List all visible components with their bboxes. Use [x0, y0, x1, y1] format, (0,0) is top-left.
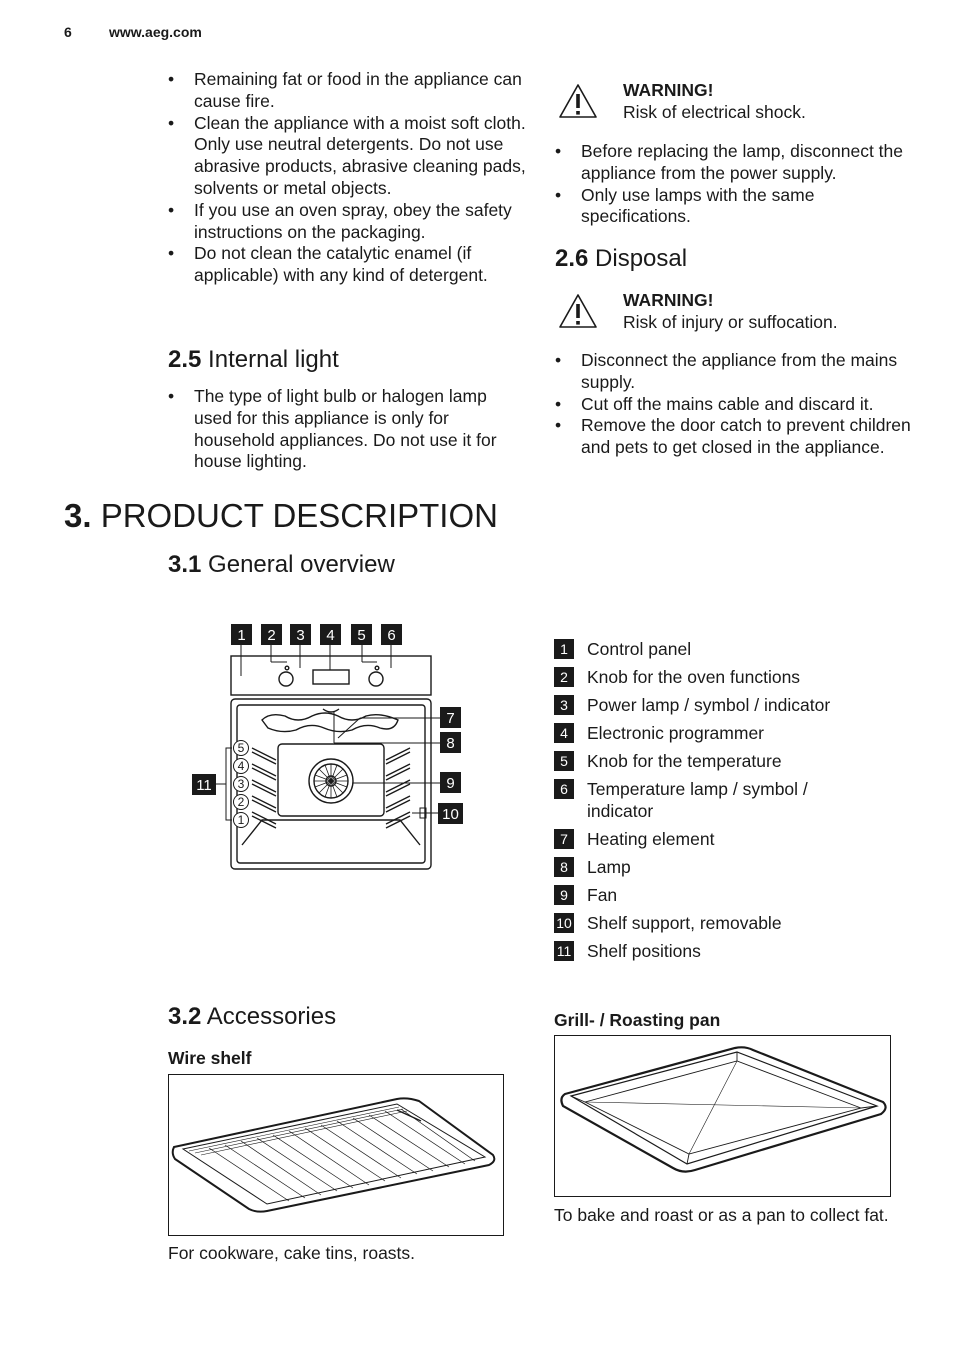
warning-text: Risk of electrical shock. — [623, 102, 806, 122]
section-title: Disposal — [595, 245, 688, 272]
section-number: 2.5 — [168, 346, 202, 373]
item-label: Lamp — [587, 857, 631, 877]
shelf-position-label: 4 — [237, 759, 245, 773]
roasting-pan-title: Grill- / Roasting pan — [554, 1010, 721, 1030]
callout-2: 2 — [267, 627, 276, 644]
warning-triangle-icon — [558, 83, 598, 119]
wire-shelf-image-frame — [168, 1074, 504, 1236]
item-label: Heating element — [587, 829, 715, 849]
page-number: 6 — [64, 24, 72, 40]
warning-title: WARNING! — [623, 80, 714, 100]
item-number: 5 — [554, 751, 574, 771]
item-number: 6 — [554, 779, 574, 799]
internal-light-bullet-list — [168, 386, 526, 473]
chapter-title: PRODUCT DESCRIPTION — [100, 497, 498, 534]
callout-6: 6 — [387, 627, 396, 644]
roasting-pan-caption: To bake and roast or as a pan to collect fat. — [554, 1205, 889, 1225]
item-label: Shelf positions — [587, 941, 701, 961]
roasting-pan-image — [555, 1036, 890, 1196]
section-title: Internal light — [208, 346, 339, 373]
lamp-bullet-list — [555, 141, 915, 228]
section-3-1-heading — [168, 550, 395, 580]
item-label: Fan — [587, 885, 618, 905]
chapter-number: 3. — [64, 497, 92, 534]
section-number: 3.2 — [168, 1003, 202, 1030]
item-label: Electronic programmer — [587, 723, 764, 743]
shelf-position-label: 5 — [237, 741, 245, 755]
disposal-bullet-list — [555, 350, 915, 459]
section-number: 2.6 — [555, 245, 589, 272]
wire-shelf-image — [169, 1075, 503, 1235]
callout-9: 9 — [446, 775, 455, 792]
wire-shelf-caption: For cookware, cake tins, roasts. — [168, 1243, 416, 1263]
list-item: • Clean the appliance with a moist soft cloth. Only use neutral detergents. Do not use abrasive products, abrasive cleaning pads, solvents or metal objects. — [168, 113, 526, 200]
item-number: 1 — [554, 639, 574, 659]
item-number: 8 — [554, 857, 574, 877]
list-item: • Cut off the mains cable and discard it. — [555, 394, 915, 416]
section-title: General overview — [208, 551, 395, 578]
item-label: Control panel — [587, 639, 692, 659]
item-label: Shelf support, removable — [587, 913, 782, 933]
item-number: 4 — [554, 723, 574, 743]
section-title: Accessories — [206, 1003, 337, 1030]
item-number: 2 — [554, 667, 574, 687]
website-link[interactable]: www.aeg.com — [109, 24, 202, 40]
section-2-6-heading — [555, 244, 687, 274]
item-label: Power lamp / symbol / indicator — [587, 695, 831, 715]
item-number: 11 — [554, 941, 574, 961]
item-label: Temperature lamp / symbol / indicator — [587, 779, 808, 821]
callout-11: 11 — [196, 777, 212, 794]
list-item: • The type of light bulb or halogen lamp used for this appliance is only for household appliances. Do not use it for house lighting. — [168, 386, 526, 473]
list-item: • Disconnect the appliance from the mains supply. — [555, 350, 915, 394]
section-3-2-heading — [168, 1002, 336, 1032]
callout-5: 5 — [357, 627, 366, 644]
warning-title: WARNING! — [623, 290, 714, 310]
chapter-3-heading — [64, 496, 498, 536]
item-label: Knob for the oven functions — [587, 667, 801, 687]
list-item: • Remaining fat or food in the appliance can cause fire. — [168, 69, 526, 113]
callout-7: 7 — [446, 710, 455, 727]
list-item: • Before replacing the lamp, disconnect the appliance from the power supply. — [555, 141, 915, 185]
callout-10: 10 — [442, 806, 459, 823]
list-item: • Only use lamps with the same specifications. — [555, 185, 915, 229]
item-number: 9 — [554, 885, 574, 905]
item-number: 7 — [554, 829, 574, 849]
callout-8: 8 — [446, 735, 455, 752]
list-item: • Remove the door catch to prevent children and pets to get closed in the appliance. — [555, 415, 915, 459]
section-number: 3.1 — [168, 551, 202, 578]
callout-4: 4 — [326, 627, 335, 644]
shelf-position-label: 2 — [237, 795, 245, 809]
cleaning-bullet-list — [168, 69, 526, 287]
wire-shelf-title: Wire shelf — [168, 1048, 252, 1068]
list-item: • Do not clean the catalytic enamel (if applicable) with any kind of detergent. — [168, 243, 526, 287]
section-2-5-heading — [168, 345, 339, 375]
callout-1: 1 — [237, 627, 246, 644]
callout-3: 3 — [296, 627, 305, 644]
shelf-position-label: 3 — [237, 777, 245, 791]
shelf-position-label: 1 — [237, 813, 245, 827]
item-number: 10 — [554, 913, 574, 933]
roasting-pan-image-frame — [554, 1035, 891, 1197]
warning-text: Risk of injury or suffocation. — [623, 312, 838, 332]
warning-triangle-icon — [558, 293, 598, 329]
oven-diagram — [186, 618, 472, 878]
list-item: • If you use an oven spray, obey the safety instructions on the packaging. — [168, 200, 526, 244]
item-number: 3 — [554, 695, 574, 715]
item-label: Knob for the temperature — [587, 751, 782, 771]
